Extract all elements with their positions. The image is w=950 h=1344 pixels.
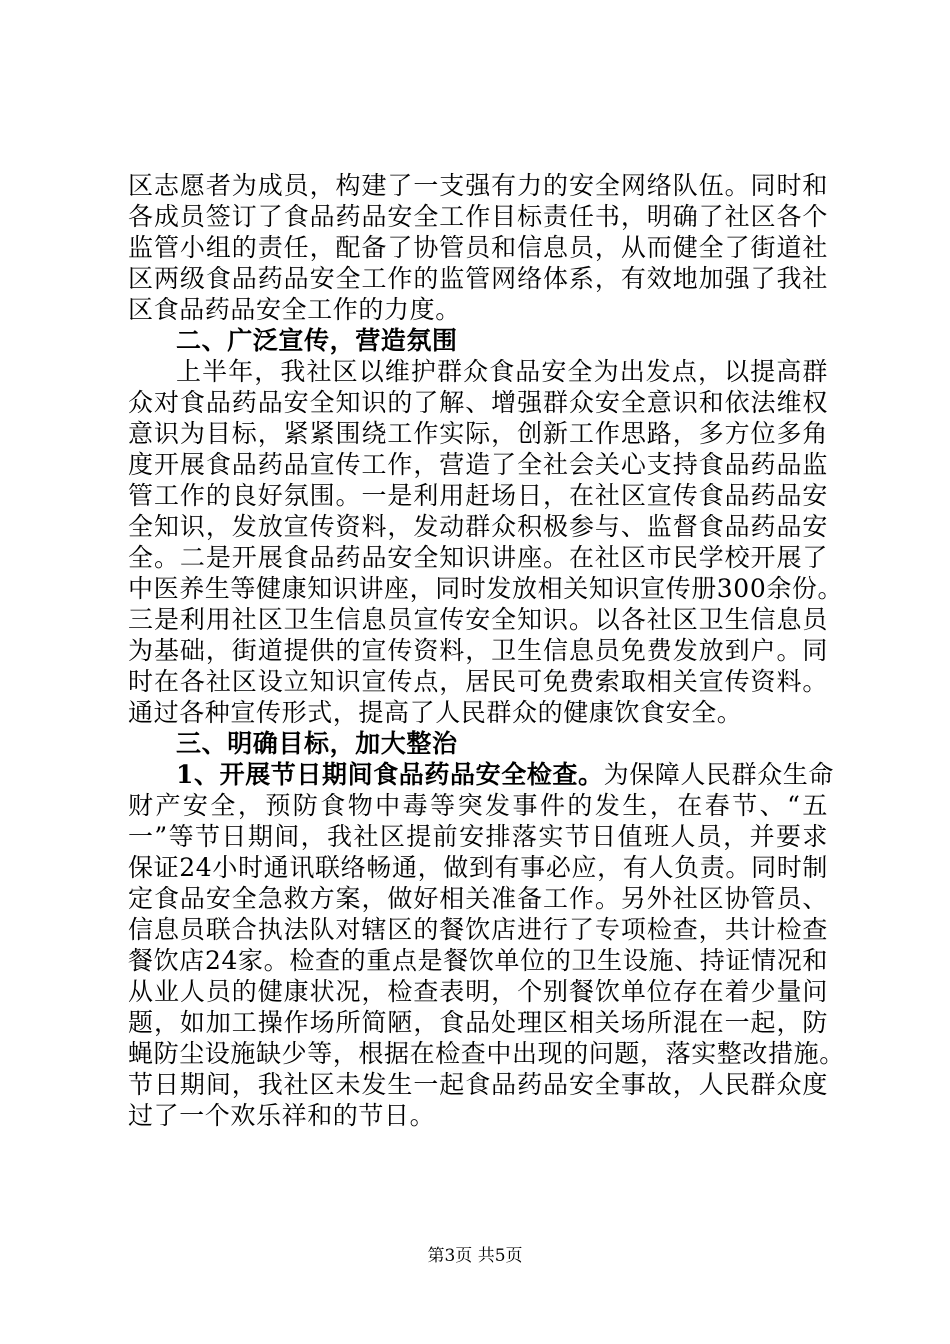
paragraph-line: 全。二是开展食品药品安全知识讲座。在社区市民学校开展了 xyxy=(128,543,828,572)
section-heading-2: 二、广泛宣传，营造氛围 xyxy=(176,326,458,355)
paragraph-line: 餐饮店24家。检查的重点是餐饮单位的卫生设施、持证情况和 xyxy=(128,946,828,975)
paragraph-line: 从业人员的健康状况，检查表明，个别餐饮单位存在着少量问 xyxy=(128,977,828,1006)
paragraph-line: 众对食品药品安全知识的了解、增强群众安全意识和依法维权 xyxy=(128,388,828,417)
paragraph-line: 定食品安全急救方案，做好相关准备工作。另外社区协管员、 xyxy=(128,884,828,913)
subheading-1: 1、开展节日期间食品药品安全检查。 xyxy=(176,760,604,789)
paragraph-line: 保证24小时通讯联络畅通，做到有事必应，有人负责。同时制 xyxy=(128,853,828,882)
paragraph-line: 上半年，我社区以维护群众食品安全为出发点，以提高群 xyxy=(176,357,828,386)
paragraph-line: 一”等节日期间，我社区提前安排落实节日值班人员，并要求 xyxy=(128,822,828,851)
section-heading-3: 三、明确目标，加大整治 xyxy=(176,729,458,758)
paragraph-line: 过了一个欢乐祥和的节日。 xyxy=(128,1101,436,1130)
subheading-1-continuation: 为保障人民群众生命 xyxy=(603,760,835,789)
paragraph-line: 通过各种宣传形式，提高了人民群众的健康饮食安全。 xyxy=(128,698,743,727)
paragraph-line-with-subheading xyxy=(128,759,835,790)
paragraph-line: 信息员联合执法队对辖区的餐饮店进行了专项检查，共计检查 xyxy=(128,915,828,944)
paragraph-line: 度开展食品药品宣传工作，营造了全社会关心支持食品药品监 xyxy=(128,450,828,479)
paragraph-line: 节日期间，我社区未发生一起食品药品安全事故，人民群众度 xyxy=(128,1070,828,1099)
paragraph-line: 题，如加工操作场所简陋，食品处理区相关场所混在一起，防 xyxy=(128,1008,828,1037)
paragraph-line: 财产安全，预防食物中毒等突发事件的发生，在春节、“五 xyxy=(128,791,828,820)
paragraph-line: 区两级食品药品安全工作的监管网络体系，有效地加强了我社 xyxy=(128,264,828,293)
page-number-footer: 第3页 共5页 xyxy=(427,1246,523,1266)
paragraph-line: 各成员签订了食品药品安全工作目标责任书，明确了社区各个 xyxy=(128,202,828,231)
paragraph-line: 蝇防尘设施缺少等，根据在检查中出现的问题，落实整改措施。 xyxy=(128,1039,845,1068)
paragraph-line: 时在各社区设立知识宣传点，居民可免费索取相关宣传资料。 xyxy=(128,667,828,696)
paragraph-line: 管工作的良好氛围。一是利用赶场日，在社区宣传食品药品安 xyxy=(128,481,828,510)
paragraph-line: 为基础，街道提供的宣传资料，卫生信息员免费发放到户。同 xyxy=(128,636,828,665)
paragraph-line: 全知识，发放宣传资料，发动群众积极参与、监督食品药品安 xyxy=(128,512,828,541)
paragraph-line: 区食品药品安全工作的力度。 xyxy=(128,295,461,324)
paragraph-line: 区志愿者为成员，构建了一支强有力的安全网络队伍。同时和 xyxy=(128,171,828,200)
paragraph-line: 意识为目标，紧紧围绕工作实际，创新工作思路，多方位多角 xyxy=(128,419,828,448)
paragraph-line: 中医养生等健康知识讲座，同时发放相关知识宣传册300余份。 xyxy=(128,574,844,603)
paragraph-line: 监管小组的责任，配备了协管员和信息员，从而健全了街道社 xyxy=(128,233,828,262)
document-body xyxy=(128,170,845,1131)
paragraph-line: 三是利用社区卫生信息员宣传安全知识。以各社区卫生信息员 xyxy=(128,605,828,634)
